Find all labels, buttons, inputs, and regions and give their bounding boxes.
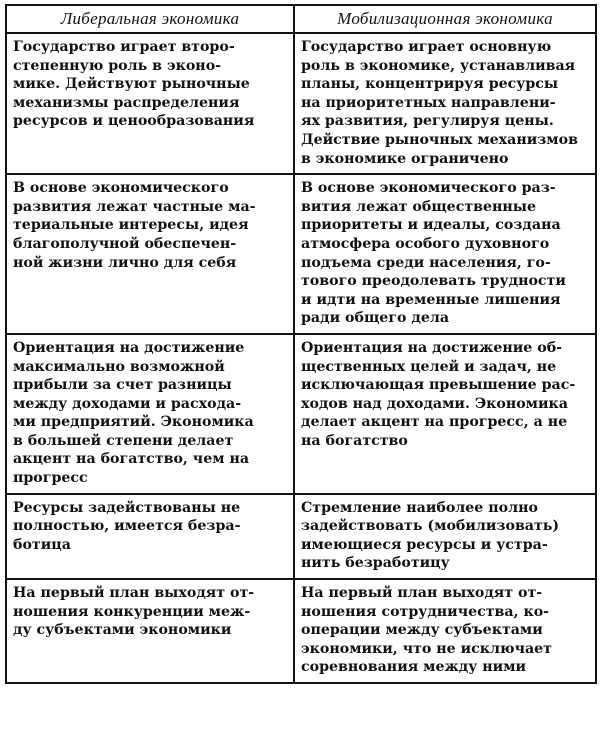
- cell-line: акцент на богатство, чем на: [13, 451, 250, 468]
- cell-line: Ресурсы задействованы не: [13, 499, 241, 516]
- cell-line: развития лежат частные ма-: [13, 198, 256, 215]
- cell-line: планы, концентрируя ресурсы: [301, 76, 559, 93]
- cell-text: [301, 499, 589, 573]
- cell-line: атмосфера особого духовного: [301, 235, 550, 252]
- cell-line: подъема среди населения, го-: [301, 254, 551, 271]
- cell-line: На первый план выходят от-: [13, 585, 255, 602]
- cell-text: [13, 584, 287, 640]
- cell-line: ботица: [13, 536, 71, 553]
- table-row: [6, 579, 596, 683]
- cell-line: нить безработицу: [301, 555, 450, 572]
- cell-line: ради общего дела: [301, 310, 450, 327]
- cell-liberal: [6, 579, 294, 683]
- cell-line: в большей степени делает: [13, 432, 234, 449]
- cell-mobilization: [294, 579, 596, 683]
- cell-line: благополучной обеспечен-: [13, 235, 237, 252]
- cell-line: ях развития, регулируя цены.: [301, 113, 554, 130]
- cell-line: Государство играет основную: [301, 39, 552, 55]
- cell-line: экономики, что не исключает: [301, 640, 552, 657]
- cell-line: В основе экономического раз-: [301, 180, 556, 197]
- cell-line: Стремление наиболее полно: [301, 499, 538, 516]
- cell-mobilization: [294, 174, 596, 334]
- cell-line: задействовать (мобилизовать): [301, 518, 560, 535]
- cell-text: [13, 179, 287, 272]
- cell-line: ходов над доходами. Экономика: [301, 395, 568, 412]
- cell-line: максимально возможной: [13, 358, 225, 375]
- cell-liberal: [6, 494, 294, 579]
- cell-line: ношения сотрудничества, ко-: [301, 603, 550, 620]
- cell-text: [301, 38, 589, 168]
- cell-line: Ориентация на достижение: [13, 339, 245, 356]
- table-body: [6, 33, 596, 683]
- cell-line: мике. Действуют рыночные: [13, 76, 250, 93]
- cell-line: на приоритетных направлени-: [301, 94, 556, 111]
- cell-line: между доходами и расхода-: [13, 395, 242, 412]
- cell-line: В основе экономического: [13, 180, 229, 197]
- cell-mobilization: [294, 494, 596, 579]
- cell-line: операции между субъектами: [301, 622, 543, 639]
- header-mobilization: Мобилизационная экономика: [294, 5, 596, 33]
- cell-line: Государство играет второ-: [13, 39, 235, 55]
- cell-line: ми предприятий. Экономика: [13, 414, 254, 431]
- cell-line: Действие рыночных механизмов: [301, 131, 578, 148]
- cell-text: [13, 38, 287, 131]
- cell-line: ресурсов и ценообразования: [13, 113, 255, 130]
- cell-text: [13, 499, 287, 555]
- cell-line: ду субъектами экономики: [13, 622, 232, 639]
- cell-text: [13, 339, 287, 488]
- cell-line: териальные интересы, идея: [13, 217, 249, 234]
- table-row: [6, 33, 596, 174]
- table-row: [6, 174, 596, 334]
- cell-line: исключающая превышение рас-: [301, 377, 576, 394]
- cell-line: в экономике ограничено: [301, 150, 509, 167]
- cell-line: ной жизни лично для себя: [13, 254, 237, 271]
- cell-liberal: [6, 334, 294, 494]
- cell-line: механизмы распределения: [13, 94, 240, 111]
- cell-line: соревнования между ними: [301, 659, 527, 676]
- header-liberal: Либеральная экономика: [6, 5, 294, 33]
- cell-text: [301, 584, 589, 677]
- cell-liberal: [6, 174, 294, 334]
- cell-liberal: [6, 33, 294, 174]
- cell-line: ношения конкуренции меж-: [13, 603, 251, 620]
- economy-comparison-table: [5, 4, 597, 684]
- cell-line: На первый план выходят от-: [301, 585, 543, 602]
- cell-line: роль в экономике, устанавливая: [301, 57, 576, 74]
- cell-line: и идти на временные лишения: [301, 291, 561, 308]
- cell-line: имеющиеся ресурсы и устра-: [301, 536, 548, 553]
- cell-mobilization: [294, 334, 596, 494]
- cell-line: степенную роль в эконо-: [13, 57, 222, 74]
- cell-line: вития лежат общественные: [301, 198, 537, 215]
- cell-line: на богатство: [301, 432, 408, 449]
- cell-line: делает акцент на прогресс, а не: [301, 414, 568, 431]
- cell-text: [301, 179, 589, 328]
- cell-line: полностью, имеется безра-: [13, 518, 241, 535]
- cell-line: тового преодолевать трудности: [301, 273, 566, 290]
- table-row: [6, 334, 596, 494]
- cell-mobilization: [294, 33, 596, 174]
- cell-line: щественных целей и задач, не: [301, 358, 557, 375]
- table-row: [6, 494, 596, 579]
- header-row: [6, 5, 596, 33]
- cell-line: приоритеты и идеалы, создана: [301, 217, 561, 234]
- cell-line: прогресс: [13, 470, 88, 487]
- cell-line: прибыли за счет разницы: [13, 377, 232, 394]
- cell-text: [301, 339, 589, 451]
- cell-line: Ориентация на достижение об-: [301, 339, 563, 356]
- comparison-table-wrapper: [5, 4, 595, 684]
